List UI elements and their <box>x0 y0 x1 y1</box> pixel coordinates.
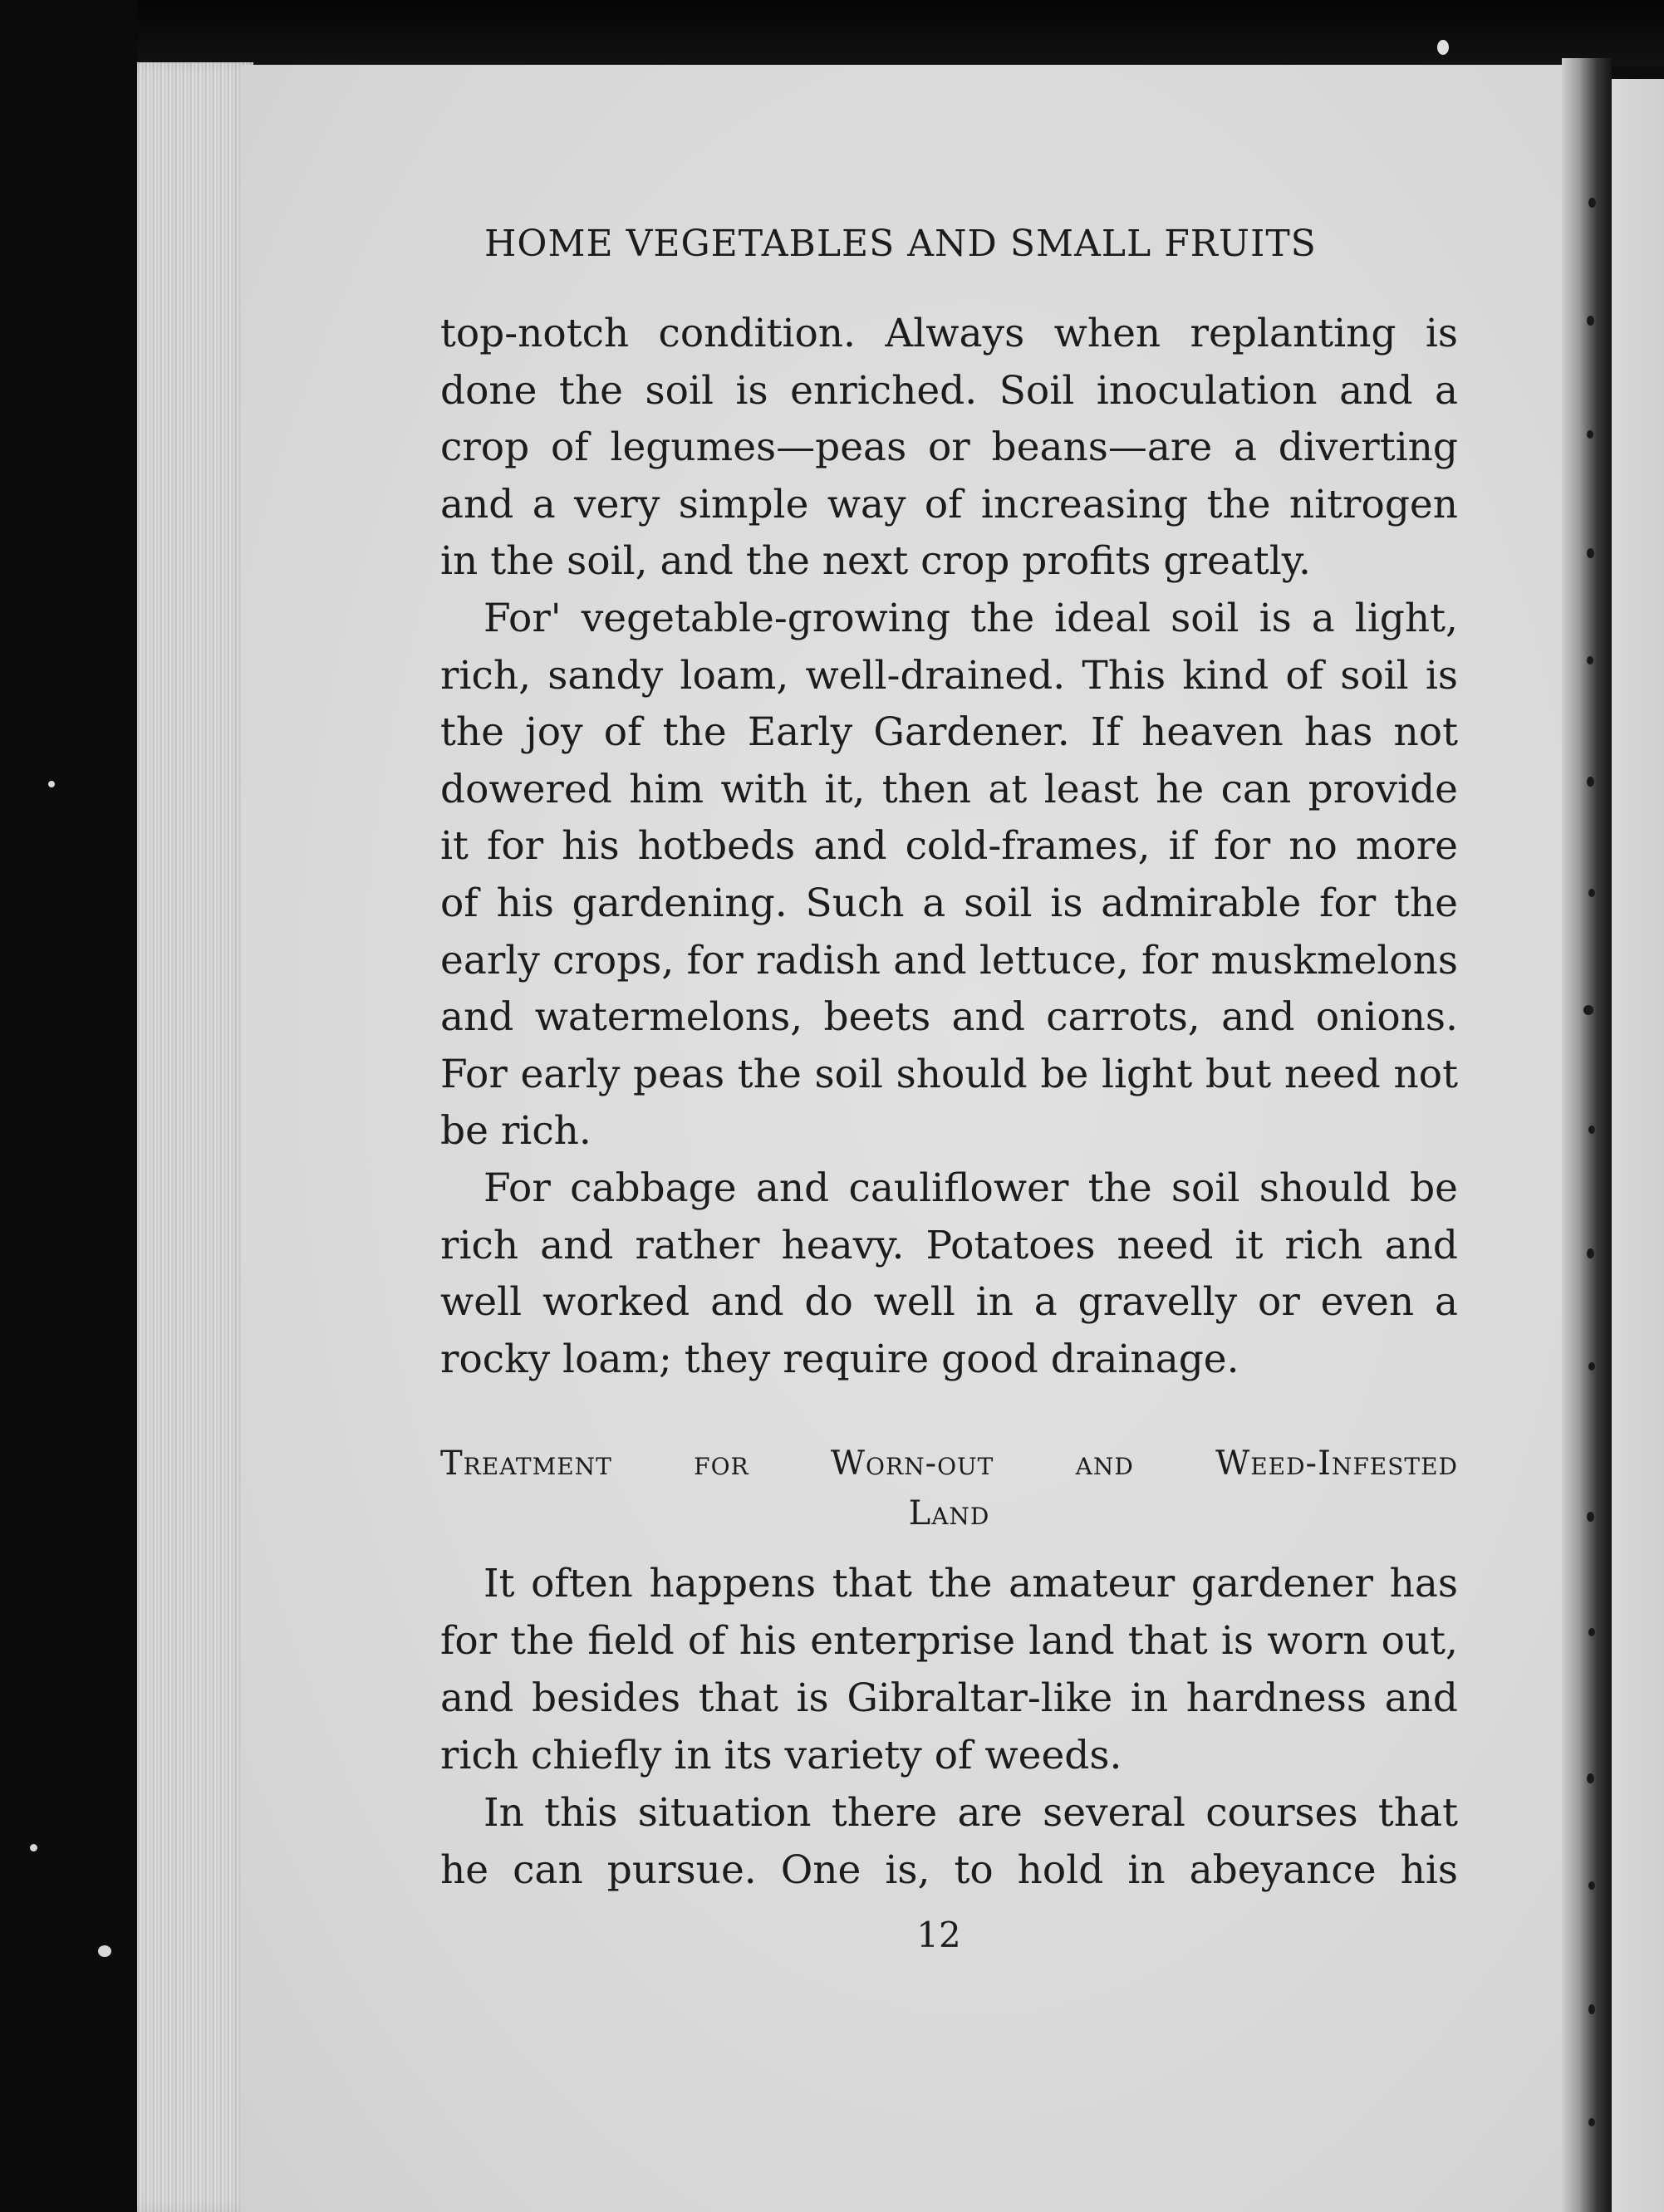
scan-speck <box>1587 430 1593 439</box>
text-line: done the soil is enriched. Soil inoculation and a <box>440 367 1458 414</box>
text-line: of his gardening. Such a soil is admirable for the <box>440 880 1458 926</box>
text-line: it for his hotbeds and cold-frames, if for no more <box>440 823 1458 870</box>
text-line: he can pursue. One is, to hold in abeyance his <box>440 1847 1458 1893</box>
text-line: in the soil, and the next crop profits greatly. <box>440 538 1311 585</box>
text-line: rich, sandy loam, well-drained. This kind of soil is <box>440 652 1458 699</box>
scan-speck <box>30 1844 37 1852</box>
text-line: be rich. <box>440 1108 591 1155</box>
text-line: rocky loam; they require good drainage. <box>440 1336 1239 1382</box>
text-line: For' vegetable-growing the ideal soil is a light, <box>483 595 1458 641</box>
scan-speck <box>1588 198 1596 208</box>
scan-speck <box>1588 1362 1595 1371</box>
scan-speck <box>1588 1126 1595 1134</box>
scan-speck <box>1588 1881 1595 1890</box>
paragraph <box>440 306 1458 591</box>
scan-speck <box>1588 2118 1595 2126</box>
scan-speck <box>1588 2004 1595 2014</box>
text-line: In this situation there are several courses that <box>483 1790 1458 1836</box>
section-heading <box>440 1439 1458 1538</box>
text-line: It often happens that the amateur gardener has <box>483 1561 1458 1606</box>
text-line: and watermelons, beets and carrots, and onions. <box>440 994 1458 1041</box>
text-line: dowered him with it, then at least he can provide <box>440 766 1458 812</box>
body-text-bottom <box>440 1555 1458 1899</box>
scanner-margin-left <box>0 0 137 2212</box>
text-line: and a very simple way of increasing the nitrogen <box>440 481 1458 527</box>
scan-speck <box>1587 1248 1594 1258</box>
scan-speck <box>1587 548 1594 558</box>
section-heading-line-2: Land <box>908 1494 990 1533</box>
scan-speck <box>98 1945 111 1957</box>
paragraph <box>440 1555 1458 1784</box>
scan-speck <box>1588 889 1595 897</box>
text-line: crop of legumes—peas or beans—are a diverting <box>440 424 1458 471</box>
paragraph <box>440 1784 1458 1899</box>
running-head: HOME VEGETABLES AND SMALL FRUITS <box>484 223 1317 265</box>
page-number: 12 <box>916 1915 961 1955</box>
scan-speck <box>1587 1512 1594 1522</box>
scan-speck <box>1587 656 1593 665</box>
text-line: rich and rather heavy. Potatoes need it rich and <box>440 1222 1458 1268</box>
scan-speck <box>1587 316 1594 326</box>
scan-speck <box>48 781 55 787</box>
paragraph <box>440 1160 1458 1388</box>
text-line: the joy of the Early Gardener. If heaven has not <box>440 709 1458 756</box>
scan-speck <box>1587 777 1594 787</box>
scan-speck <box>1587 1773 1594 1783</box>
book-page-edges <box>137 62 253 2212</box>
text-line: For cabbage and cauliflower the soil should be <box>483 1165 1458 1211</box>
scan-speck <box>1583 1005 1593 1015</box>
scan-speck <box>1588 1628 1595 1636</box>
text-line: early crops, for radish and lettuce, for muskmelons <box>440 937 1458 983</box>
scan-speck <box>1437 40 1449 55</box>
paragraph <box>440 591 1458 1160</box>
scanner-margin-top <box>0 0 1664 66</box>
text-line: for the field of his enterprise land that is worn out, <box>440 1618 1458 1664</box>
book-gutter <box>1562 58 1612 2212</box>
text-line: well worked and do well in a gravelly or even a <box>440 1279 1458 1326</box>
text-line: top-notch condition. Always when replanting is <box>440 311 1458 356</box>
body-text-top <box>440 306 1458 1388</box>
section-heading-line-1: Treatment for Worn-out and Weed-Infested <box>440 1444 1458 1483</box>
text-line: rich chiefly in its variety of weeds. <box>440 1733 1122 1778</box>
facing-page-edge <box>1612 79 1664 2212</box>
text-line: and besides that is Gibraltar-like in hardness and <box>440 1675 1458 1721</box>
text-line: For early peas the soil should be light but need not <box>440 1051 1458 1097</box>
